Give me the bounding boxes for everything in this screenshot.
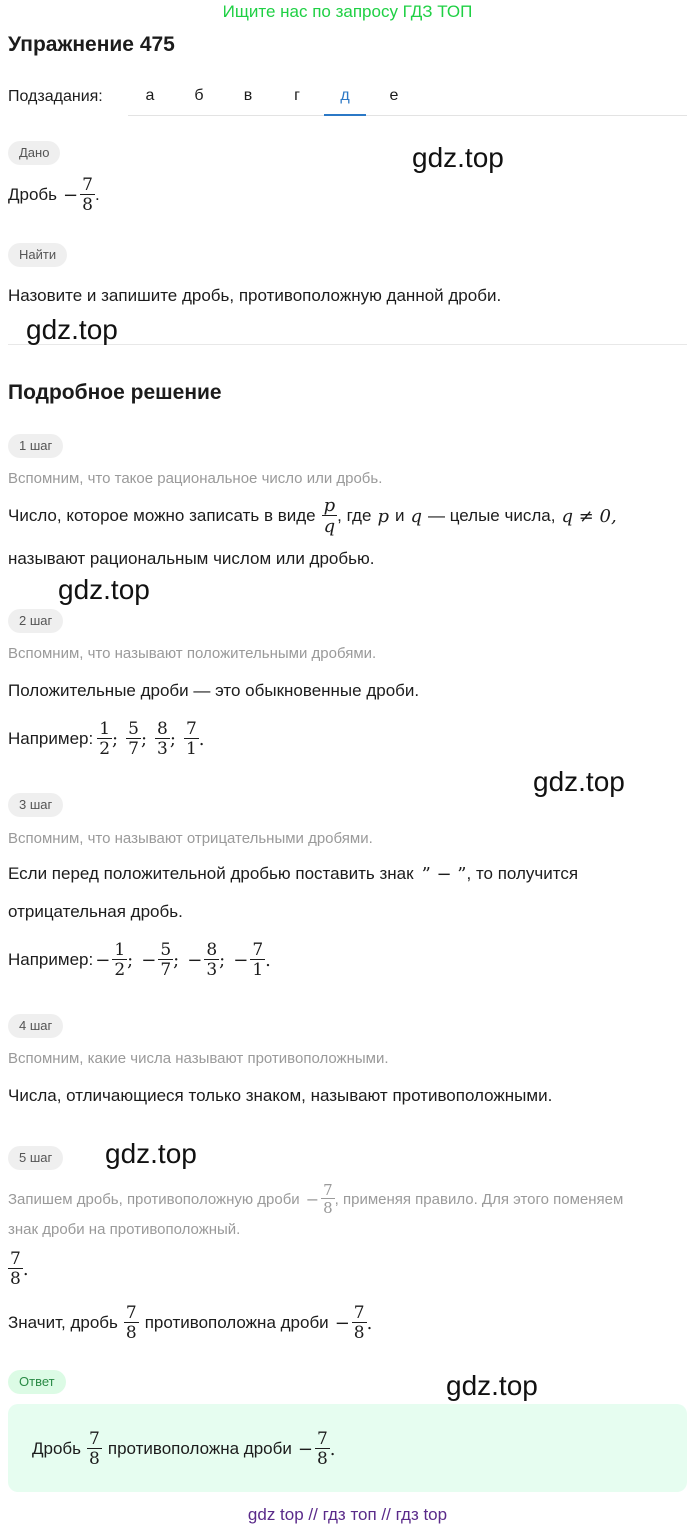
step3-frac-4-num: 7: [252, 939, 264, 960]
step1-line1-a: Число, которое можно записать в виде: [8, 506, 316, 525]
step3-line1-b: , то получится: [466, 864, 579, 883]
step3-sign: ” − ”: [421, 863, 467, 885]
step1-chip-wrap: [8, 434, 63, 458]
step3-chip: 3 шаг: [8, 793, 63, 817]
step3-frac-1-num: 1: [114, 939, 126, 960]
find-chip-wrap: [8, 243, 67, 267]
watermark-6: gdz.top: [446, 1370, 538, 1401]
step5-result-frac: [8, 1248, 23, 1289]
step1-fraction: [322, 494, 338, 537]
step1-cond: q ≠ 0,: [561, 505, 617, 527]
step1-frac-den: q: [323, 515, 336, 537]
tab-d[interactable]: д: [324, 78, 366, 116]
step2-frac-4: [184, 718, 199, 759]
tab-v[interactable]: в: [243, 87, 253, 104]
tab-a[interactable]: а: [145, 87, 155, 104]
page-title: Упражнение 475: [8, 33, 175, 56]
step2-example-label: Например:: [8, 729, 94, 748]
answer-frac1: [87, 1428, 102, 1469]
step2-sep-4: .: [198, 728, 205, 750]
step5-result-den: 8: [10, 1268, 21, 1289]
step5-concl-end: .: [366, 1312, 373, 1334]
step5-note-frac-den: 8: [323, 1198, 333, 1217]
step3-sep-4: .: [265, 949, 271, 971]
step3-sep-3: ;: [219, 949, 226, 971]
answer-chip: Ответ: [8, 1370, 66, 1394]
answer-frac1-den: 8: [89, 1448, 100, 1469]
answer-text-a: Дробь: [32, 1439, 82, 1458]
step2-chip-wrap: [8, 609, 63, 633]
step5-note-line1: [8, 1176, 623, 1222]
step3-frac-2-num: 5: [160, 939, 172, 960]
step3-frac-4: [250, 939, 265, 980]
step2-frac-3: [155, 718, 170, 759]
answer-box: [8, 1404, 687, 1492]
step5-concl-frac2-num: 7: [353, 1302, 365, 1323]
answer-text-b: противоположна дроби: [107, 1439, 292, 1458]
step1-line1-c: — целые числа,: [428, 506, 556, 525]
step3-frac-2-den: 7: [160, 959, 172, 980]
watermark-5: gdz.top: [105, 1138, 197, 1169]
given-chip-wrap: [8, 141, 60, 165]
step5-concl-sign: −: [334, 1312, 350, 1334]
step2-sep-2: ;: [140, 728, 148, 750]
step1-note: Вспомним, что такое рациональное число или дробь.: [8, 470, 383, 487]
step3-example: [8, 934, 271, 986]
watermark-1: gdz.top: [412, 142, 504, 173]
search-banner[interactable]: Ищите нас по запросу ГДЗ ТОП: [222, 2, 473, 21]
step3-sign-3: −: [187, 949, 203, 971]
answer-end: .: [329, 1438, 336, 1460]
step5-concl-frac2: [352, 1302, 367, 1343]
step2-frac-1: [97, 718, 112, 759]
given-fraction: [80, 174, 95, 215]
step5-concl-a: Значит, дробь: [8, 1313, 118, 1332]
footer-links[interactable]: gdz top // гдз топ // гдз top: [247, 1505, 448, 1524]
step3-example-label: Например:: [8, 950, 94, 969]
step5-note-b: , применяя правило. Для этого поменяем: [334, 1190, 624, 1208]
step3-frac-2: [158, 939, 173, 980]
answer-frac2: [315, 1428, 330, 1469]
step5-conclusion: [8, 1298, 372, 1348]
step1-chip: 1 шаг: [8, 434, 63, 458]
step4-chip: 4 шаг: [8, 1014, 63, 1038]
step3-line2: отрицательная дробь.: [8, 902, 183, 921]
step5-concl-frac1-den: 8: [125, 1322, 137, 1343]
step5-concl-b: противоположна дроби: [144, 1313, 329, 1332]
step2-frac-1-den: 2: [99, 738, 111, 759]
given-end: .: [94, 185, 100, 204]
step5-result-end: .: [22, 1258, 29, 1280]
step3-frac-3-den: 3: [206, 959, 218, 980]
step3-frac-3: [204, 939, 219, 980]
step2-sep-1: ;: [112, 728, 119, 750]
step1-line1: [8, 493, 617, 539]
tab-g[interactable]: г: [294, 87, 300, 104]
step3-sign-1: −: [95, 949, 111, 971]
tab-b[interactable]: б: [194, 87, 204, 104]
step2-example: [8, 714, 205, 764]
step2-frac-4-den: 1: [185, 738, 197, 759]
step5-note-frac: [321, 1180, 335, 1217]
watermark-3: gdz.top: [58, 574, 150, 605]
step3-note: Вспомним, что называют отрицательными дробями.: [8, 830, 373, 847]
find-text: Назовите и запишите дробь, противоположную данной дроби.: [8, 286, 502, 305]
given-statement: [8, 172, 100, 218]
step4-line1: Числа, отличающиеся только знаком, называют противоположными.: [8, 1086, 553, 1105]
step2-frac-1-num: 1: [99, 718, 111, 739]
given-frac-num: 7: [82, 174, 93, 195]
step3-frac-1: [112, 939, 127, 980]
step5-result: [8, 1244, 29, 1294]
step2-chip: 2 шаг: [8, 609, 63, 633]
step2-note: Вспомним, что называют положительными дробями.: [8, 645, 377, 662]
answer-frac2-den: 8: [316, 1448, 328, 1469]
step5-note-a: Запишем дробь, противоположную дроби: [8, 1190, 300, 1208]
step5-note-line2: знак дроби на противоположный.: [8, 1221, 241, 1238]
step3-chip-wrap: [8, 793, 63, 817]
step4-note: Вспомним, какие числа называют противоположными.: [8, 1050, 389, 1067]
step3-sign-2: −: [141, 949, 157, 971]
step5-chip-wrap: [8, 1146, 63, 1170]
step1-frac-num: p: [323, 494, 336, 516]
step3-line1: [8, 858, 578, 890]
step3-frac-4-den: 1: [252, 959, 264, 980]
step2-frac-2-den: 7: [128, 738, 139, 759]
step5-concl-frac2-den: 8: [353, 1322, 365, 1343]
given-text: Дробь: [8, 185, 58, 204]
step3-frac-1-den: 2: [114, 959, 126, 980]
answer-text: [32, 1424, 336, 1474]
step1-line2: называют рациональным числом или дробью.: [8, 549, 375, 568]
subtasks-label: Подзадания:: [8, 88, 103, 105]
step2-frac-3-num: 8: [157, 718, 168, 739]
answer-frac2-num: 7: [316, 1428, 328, 1449]
step5-result-num: 7: [10, 1248, 21, 1269]
step2-sep-3: ;: [169, 728, 176, 750]
step5-concl-frac1: [124, 1302, 139, 1343]
answer-sign: −: [297, 1438, 313, 1460]
step3-frac-3-num: 8: [206, 939, 218, 960]
subtasks-tabs: [128, 78, 687, 116]
step3-sign-4: −: [233, 949, 249, 971]
step2-frac-2: [126, 718, 141, 759]
given-sign: −: [63, 184, 79, 206]
watermark-2: gdz.top: [26, 314, 118, 345]
step4-chip-wrap: [8, 1014, 63, 1038]
step1-q: q: [410, 505, 422, 527]
step1-p: p: [377, 505, 389, 527]
step2-frac-4-num: 7: [185, 718, 197, 739]
step2-frac-2-num: 5: [128, 718, 139, 739]
tab-e[interactable]: е: [389, 87, 399, 104]
given-frac-den: 8: [82, 194, 93, 215]
answer-chip-wrap: [8, 1370, 66, 1394]
step2-frac-3-den: 3: [157, 738, 168, 759]
step1-line1-b: , где: [337, 506, 372, 525]
solution-title: Подробное решение: [8, 381, 222, 404]
step5-chip: 5 шаг: [8, 1146, 63, 1170]
find-chip: Найти: [8, 243, 67, 267]
step2-line1: Положительные дроби — это обыкновенные дроби.: [8, 681, 420, 700]
step3-sep-1: ;: [127, 949, 134, 971]
step1-and: и: [394, 506, 405, 525]
watermark-4: gdz.top: [533, 766, 625, 797]
step3-sep-2: ;: [173, 949, 180, 971]
step5-note-sign: −: [305, 1189, 320, 1209]
step3-line1-a: Если перед положительной дробью поставить знак: [8, 864, 414, 883]
step5-note-frac-num: 7: [323, 1180, 333, 1199]
given-chip: Дано: [8, 141, 60, 165]
step5-concl-frac1-num: 7: [125, 1302, 137, 1323]
answer-frac1-num: 7: [89, 1428, 100, 1449]
